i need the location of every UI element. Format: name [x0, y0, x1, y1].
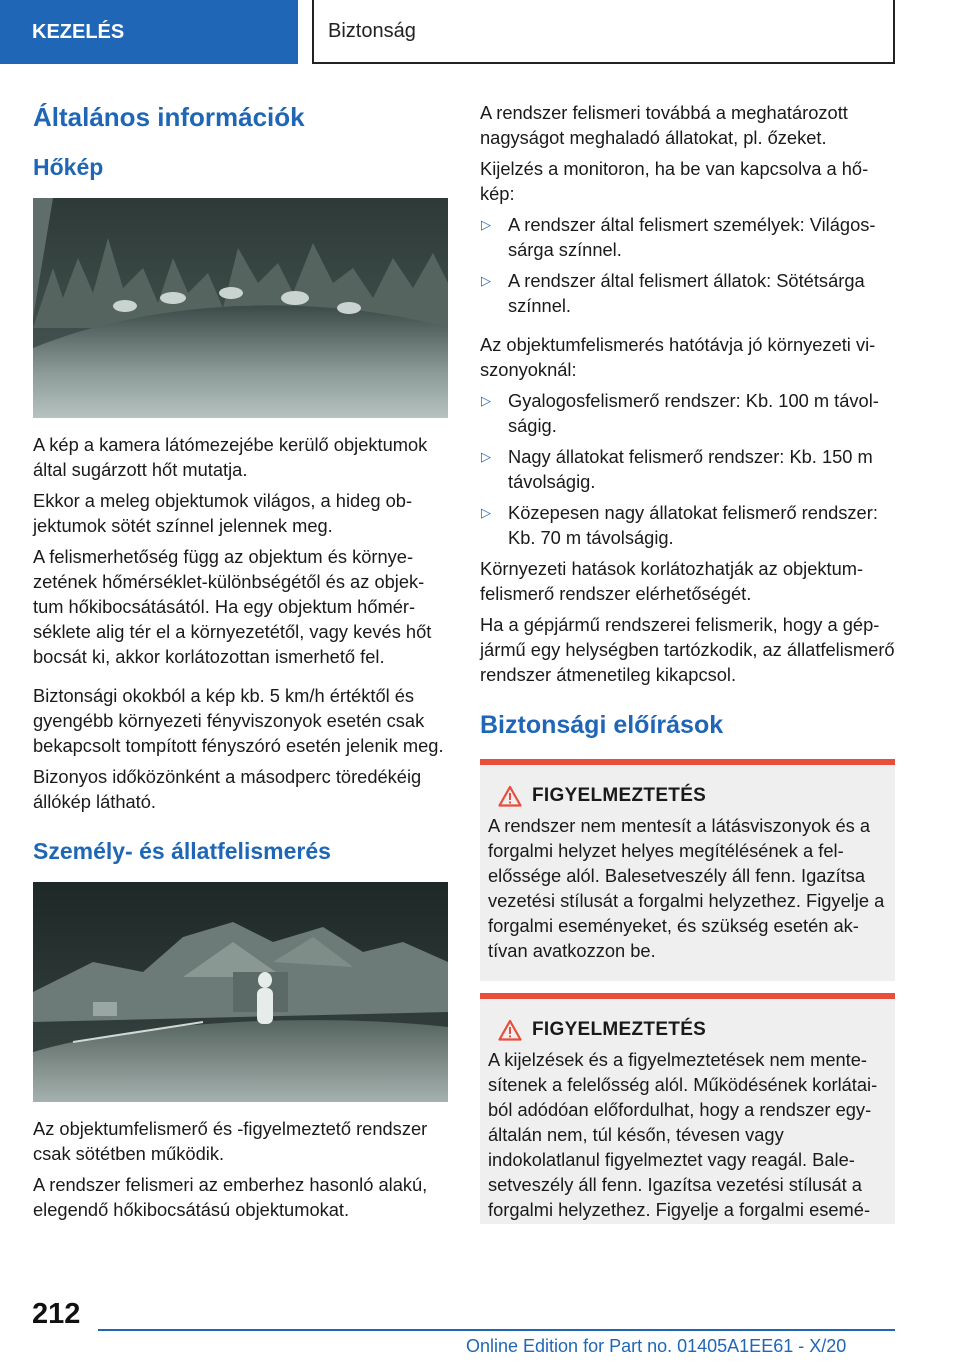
triangle-bullet-icon: ▷ — [481, 505, 491, 520]
list-item: ▷ A rendszer által felismert állatok: Sötétsárga színnel. — [481, 270, 865, 316]
paragraph: Ha a gépjármű rendszerei felismerik, hogy a gépjármű egy helységben tartózkodik, az állatfelismerő rendszer átmenetileg kikapcsol. — [480, 614, 895, 685]
warning-box-2 — [480, 993, 895, 1224]
triangle-bullet-icon: ▷ — [481, 273, 491, 288]
paragraph: Bizonyos időközönként a másodperc töredékéig állókép látható. — [33, 766, 422, 812]
header-topic-tab — [312, 0, 895, 64]
warning-title: FIGYELMEZTETÉS — [532, 1019, 707, 1040]
paragraph: A rendszer felismeri az emberhez hasonló alakú, elegendő hőkibocsátású objektumokat. — [33, 1174, 428, 1220]
left-column — [33, 100, 448, 1222]
paragraph: A rendszer felismeri továbbá a meghatározott nagyságot meghaladó állatokat, pl. őzeket. — [480, 102, 848, 148]
triangle-bullet-icon: ▷ — [481, 393, 491, 408]
header-topic-label: Biztonság — [328, 19, 416, 42]
paragraph: Biztonsági okokból a kép kb. 5 km/h értéktől és gyengébb környezeti fényviszonyok esetén csak bekapcsolt tompított fényszóró esetén jelenik meg. — [33, 685, 444, 756]
paragraph: Ekkor a meleg objektumok világos, a hideg objektumok sötét színnel jelennek meg. — [33, 490, 413, 536]
warning-title: FIGYELMEZTETÉS — [532, 785, 707, 806]
heading-szemely: Személy- és állatfelismerés — [33, 838, 331, 864]
heading-biztonsagi: Biztonsági előírások — [480, 711, 724, 739]
triangle-bullet-icon: ▷ — [481, 449, 491, 464]
warning-text: A rendszer nem mentesít a látásviszonyok és a forgalmi helyzet helyes megítélésének a felelőssége alól. Balesetveszély áll fenn. Igazítsa vezetési stílusát a forgalmi helyzethez. Figyelje a forgalmi eseményeket, és szükség esetén aktívan avatkozzon be. — [488, 815, 885, 961]
thermal-image-pedestrian — [33, 882, 448, 1102]
thermal-image-animals — [33, 198, 448, 418]
list-item: ▷ A rendszer által felismert személyek: Világossárga színnel. — [481, 214, 876, 260]
paragraph: A felismerhetőség függ az objektum és környezetének hőmérséklet-különbségétől és az objektum hőkibocsátásától. Ha egy objektum hőmérséklete alig tér el a környezetétől, vagy kevés hőt bocsát ki, akkor korlátozottan ismerhető fel. — [33, 546, 432, 667]
right-column — [480, 100, 895, 1224]
triangle-bullet-icon: ▷ — [481, 217, 491, 232]
range-list — [480, 388, 895, 550]
paragraph: A kép a kamera látómezejébe kerülő objektumok által sugárzott hőt mutatja. — [33, 434, 428, 480]
warning-text: A kijelzések és a figyelmeztetések nem mentesítenek a felelősség alól. Működésének korlátaiból adódóan előfordulhat, hogy a rendszer egyáltalán nem, túl későn, tévesen vagy indokolatlanul figyelmeztet vagy reagál. Balesetveszély áll fenn. Igazítsa vezetési stílusát a forgalmi helyzethez. Figyelje a forgalmi esemé- — [488, 1049, 878, 1220]
page-title: Általános információk — [33, 102, 305, 132]
page-number: 212 — [32, 1298, 81, 1330]
list-item: ▷ Közepesen nagy állatokat felismerő rendszer: Kb. 70 m távolságig. — [481, 502, 878, 548]
edition-note: Online Edition for Part no. 01405A1EE61 - X/20 — [466, 1336, 847, 1356]
warning-triangle-icon — [498, 785, 522, 807]
list-item: ▷ Nagy állatokat felismerő rendszer: Kb. 150 m távolságig. — [481, 446, 873, 492]
warning-box-1 — [480, 759, 895, 981]
paragraph: Környezeti hatások korlátozhatják az objektumfelismerő rendszer elérhetőségét. — [480, 558, 864, 604]
paragraph: Az objektumfelismerő és -figyelmeztető rendszer csak sötétben működik. — [33, 1118, 428, 1164]
display-list — [480, 212, 895, 318]
warning-triangle-icon — [498, 1019, 522, 1041]
heading-hokep: Hőkép — [33, 154, 104, 180]
header-section-label: KEZELÉS — [32, 20, 125, 43]
paragraph: Kijelzés a monitoron, ha be van kapcsolva a hőkép: — [480, 158, 869, 204]
header-section-tab — [0, 0, 298, 64]
paragraph: Az objektumfelismerés hatótávja jó környezeti viszonyoknál: — [480, 334, 876, 380]
footer-divider — [98, 1329, 895, 1331]
list-item: ▷ Gyalogosfelismerő rendszer: Kb. 100 m távolságig. — [481, 390, 879, 436]
